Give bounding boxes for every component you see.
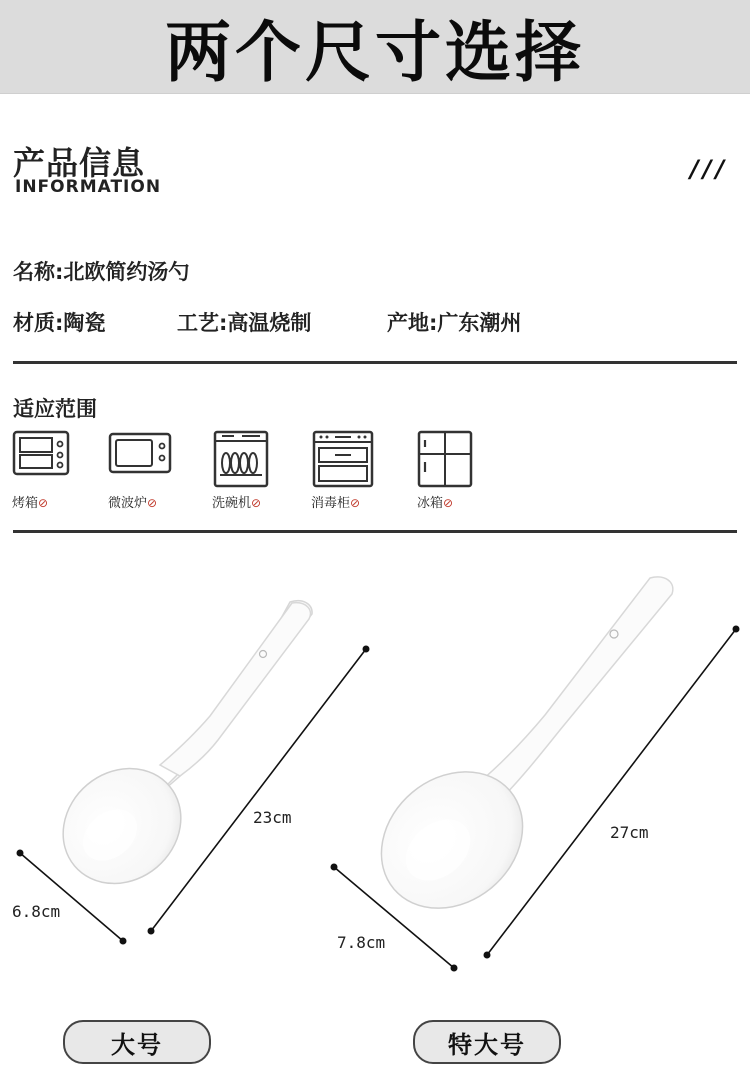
dimension-length-large — [148, 646, 370, 935]
check-icon: ⊘ — [350, 496, 361, 510]
dimension-label-width: 7.8cm — [337, 933, 386, 952]
usage-label: 微波炉 — [108, 496, 148, 511]
check-icon: ⊘ — [147, 496, 158, 510]
slash-decoration: /// — [690, 155, 729, 183]
info-subtitle: INFORMATION — [15, 177, 162, 197]
dimension-label-length: 27cm — [610, 823, 649, 842]
check-icon: ⊘ — [38, 496, 49, 510]
usage-label: 消毒柜 — [311, 496, 351, 511]
usage-title: 适应范围 — [13, 397, 97, 421]
size-tag-large: 大号 — [63, 1020, 211, 1064]
dimension-label-width: 6.8cm — [12, 902, 61, 921]
spec-material: 材质:陶瓷 — [13, 311, 106, 335]
size-tag-extra-large: 特大号 — [413, 1020, 561, 1064]
check-icon: ⊘ — [443, 496, 454, 510]
dimension-label-length: 23cm — [253, 808, 292, 827]
spec-craft: 工艺:高温烧制 — [177, 311, 312, 335]
spoon-extra-large — [354, 577, 673, 936]
info-title: 产品信息 — [13, 144, 146, 182]
spec-origin: 产地:广东潮州 — [387, 311, 522, 335]
usage-label: 洗碗机 — [212, 496, 252, 511]
spec-name: 名称:北欧简约汤勺 — [13, 260, 190, 284]
check-icon: ⊘ — [251, 496, 262, 510]
usage-label: 冰箱 — [417, 496, 444, 511]
banner-title: 两个尺寸选择 — [165, 13, 585, 91]
usage-label: 烤箱 — [12, 496, 39, 511]
dimension-length-extra-large — [484, 626, 740, 959]
spoon-large — [40, 601, 312, 907]
